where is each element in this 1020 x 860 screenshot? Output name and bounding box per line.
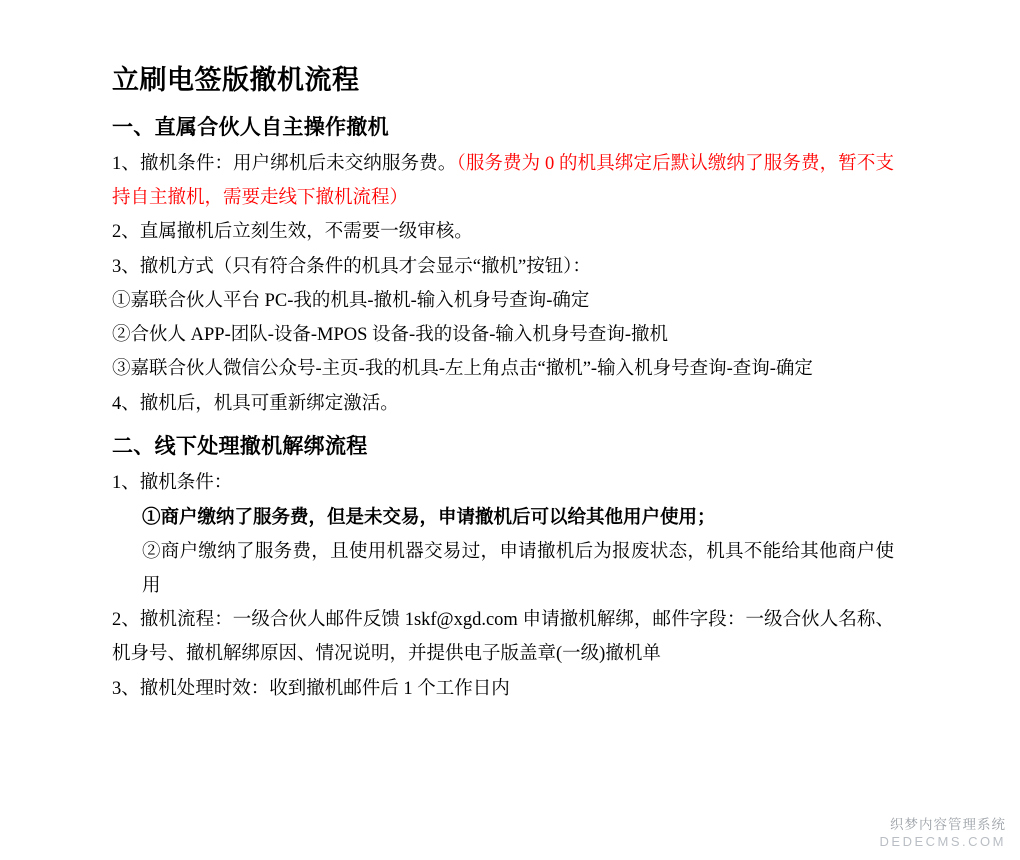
paragraph-offline-condition-1: ①商户缴纳了服务费，但是未交易，申请撤机后可以给其他用户使用； bbox=[142, 507, 716, 528]
section-heading-1: 一、直属合伙人自主操作撤机 bbox=[112, 114, 389, 139]
paragraph-offline-condition-2: ②商户缴纳了服务费，且使用机器交易过，申请撤机后为报废状态，机具不能给其他商户使用 bbox=[142, 541, 894, 596]
paragraph-methods-intro: 3、撤机方式（只有符合条件的机具才会显示“撤机”按钮）： bbox=[112, 256, 591, 277]
paragraph-method-wechat: ③嘉联合伙人微信公众号-主页-我的机具-左上角点击“撤机”-输入机身号查询-查询-确定 bbox=[112, 359, 813, 380]
page-title: 立刷电签版撤机流程 bbox=[112, 65, 360, 95]
paragraph-condition-1-text: 1、撤机条件：用户绑机后未交纳服务费。 bbox=[112, 154, 457, 175]
paragraph-method-app: ②合伙人 APP-团队-设备-MPOS 设备-我的设备-输入机身号查询-撤机 bbox=[112, 325, 669, 346]
section-heading-2: 二、线下处理撤机解绑流程 bbox=[112, 433, 368, 458]
paragraph-condition-1-note: （服务费为 0 的机具绑定后默认缴纳了服务费，暂不支持自主撤机，需要走线下撤机流程） bbox=[112, 154, 894, 209]
paragraph-rebind: 4、撤机后，机具可重新绑定激活。 bbox=[112, 393, 399, 414]
paragraph-effective: 2、直属撤机后立刻生效，不需要一级审核。 bbox=[112, 222, 473, 243]
paragraph-offline-sla: 3、撤机处理时效：收到撤机邮件后 1 个工作日内 bbox=[112, 678, 510, 699]
watermark-line-en: DEDECMS.COM bbox=[879, 833, 1006, 849]
paragraph-condition-1 bbox=[112, 147, 894, 215]
paragraph-method-pc: ①嘉联合伙人平台 PC-我的机具-撤机-输入机身号查询-确定 bbox=[112, 290, 590, 311]
watermark bbox=[880, 817, 1006, 850]
watermark-line-cn: 织梦内容管理系统 bbox=[890, 816, 1006, 832]
paragraph-offline-process: 2、撤机流程：一级合伙人邮件反馈 1skf@xgd.com 申请撤机解绑，邮件字段：一级合伙人名称、机身号、撤机解绑原因、情况说明，并提供电子版盖章(一级)撤机单 bbox=[112, 610, 894, 665]
document-body bbox=[112, 60, 894, 706]
paragraph-offline-condition-intro: 1、撤机条件： bbox=[112, 473, 233, 494]
